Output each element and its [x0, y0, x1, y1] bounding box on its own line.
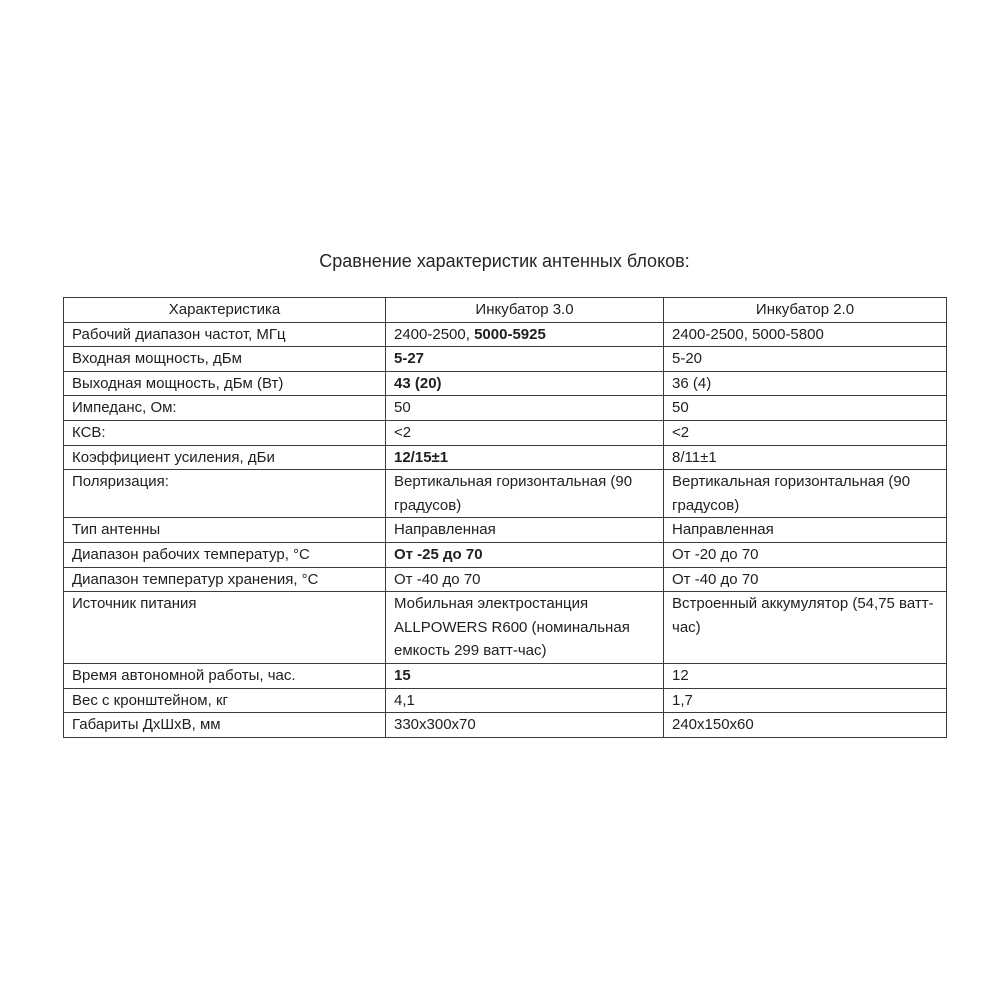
cell-incubator-2-0: 2400-2500, 5000-5800	[664, 322, 947, 347]
cell-incubator-3-0: 330х300х70	[386, 713, 664, 738]
cell-characteristic: Габариты ДхШхВ, мм	[64, 713, 386, 738]
table-row	[64, 445, 947, 470]
column-header-incubator-3-0: Инкубатор 3.0	[386, 298, 664, 323]
cell-incubator-2-0: 36 (4)	[664, 371, 947, 396]
cell-incubator-2-0: 50	[664, 396, 947, 421]
cell-incubator-2-0: От -20 до 70	[664, 542, 947, 567]
cell-characteristic: Время автономной работы, час.	[64, 663, 386, 688]
comparison-table	[63, 297, 947, 738]
cell-incubator-2-0: 240х150х60	[664, 713, 947, 738]
table-body	[64, 322, 947, 737]
table-row	[64, 347, 947, 372]
table-row	[64, 542, 947, 567]
cell-incubator-3-0: 4,1	[386, 688, 664, 713]
cell-incubator-2-0: 5-20	[664, 347, 947, 372]
cell-incubator-3-0: Направленная	[386, 518, 664, 543]
cell-characteristic: Источник питания	[64, 592, 386, 664]
cell-characteristic: Выходная мощность, дБм (Вт)	[64, 371, 386, 396]
cell-incubator-3-0: 15	[386, 663, 664, 688]
cell-incubator-3-0: 50	[386, 396, 664, 421]
column-header-incubator-2-0: Инкубатор 2.0	[664, 298, 947, 323]
cell-incubator-3-0: Вертикальная горизонтальная (90 градусов)	[386, 470, 664, 518]
cell-incubator-2-0: 12	[664, 663, 947, 688]
table-row	[64, 688, 947, 713]
cell-incubator-3-0: 12/15±1	[386, 445, 664, 470]
cell-incubator-2-0: 8/11±1	[664, 445, 947, 470]
cell-characteristic: Тип антенны	[64, 518, 386, 543]
table-row	[64, 518, 947, 543]
table-row	[64, 592, 947, 664]
table-row	[64, 567, 947, 592]
page-title: Сравнение характеристик антенных блоков:	[319, 251, 690, 271]
cell-characteristic: Поляризация:	[64, 470, 386, 518]
cell-incubator-3-0: 2400-2500, 5000-5925	[386, 322, 664, 347]
cell-incubator-2-0: Встроенный аккумулятор (54,75 ватт-час)	[664, 592, 947, 664]
cell-characteristic: КСВ:	[64, 420, 386, 445]
cell-characteristic: Коэффициент усиления, дБи	[64, 445, 386, 470]
cell-incubator-3-0: 43 (20)	[386, 371, 664, 396]
cell-characteristic: Импеданс, Ом:	[64, 396, 386, 421]
cell-incubator-3-0: <2	[386, 420, 664, 445]
cell-incubator-2-0: Направленная	[664, 518, 947, 543]
cell-incubator-3-0: 5-27	[386, 347, 664, 372]
cell-incubator-3-0: Мобильная электростанция ALLPOWERS R600 (номинальная емкость 299 ватт-час)	[386, 592, 664, 664]
cell-characteristic: Рабочий диапазон частот, МГц	[64, 322, 386, 347]
cell-incubator-3-0: От -40 до 70	[386, 567, 664, 592]
table-row	[64, 371, 947, 396]
cell-incubator-2-0: <2	[664, 420, 947, 445]
cell-incubator-3-0: От -25 до 70	[386, 542, 664, 567]
table-row	[64, 470, 947, 518]
table-row	[64, 420, 947, 445]
cell-characteristic: Вес с кронштейном, кг	[64, 688, 386, 713]
cell-characteristic: Диапазон температур хранения, °С	[64, 567, 386, 592]
column-header-characteristic: Характеристика	[64, 298, 386, 323]
cell-incubator-2-0: 1,7	[664, 688, 947, 713]
cell-incubator-2-0: От -40 до 70	[664, 567, 947, 592]
table-row	[64, 322, 947, 347]
table-header-row	[64, 298, 947, 323]
cell-characteristic: Диапазон рабочих температур, °С	[64, 542, 386, 567]
table-row	[64, 396, 947, 421]
cell-characteristic: Входная мощность, дБм	[64, 347, 386, 372]
table-row	[64, 713, 947, 738]
cell-incubator-2-0: Вертикальная горизонтальная (90 градусов)	[664, 470, 947, 518]
table-row	[64, 663, 947, 688]
